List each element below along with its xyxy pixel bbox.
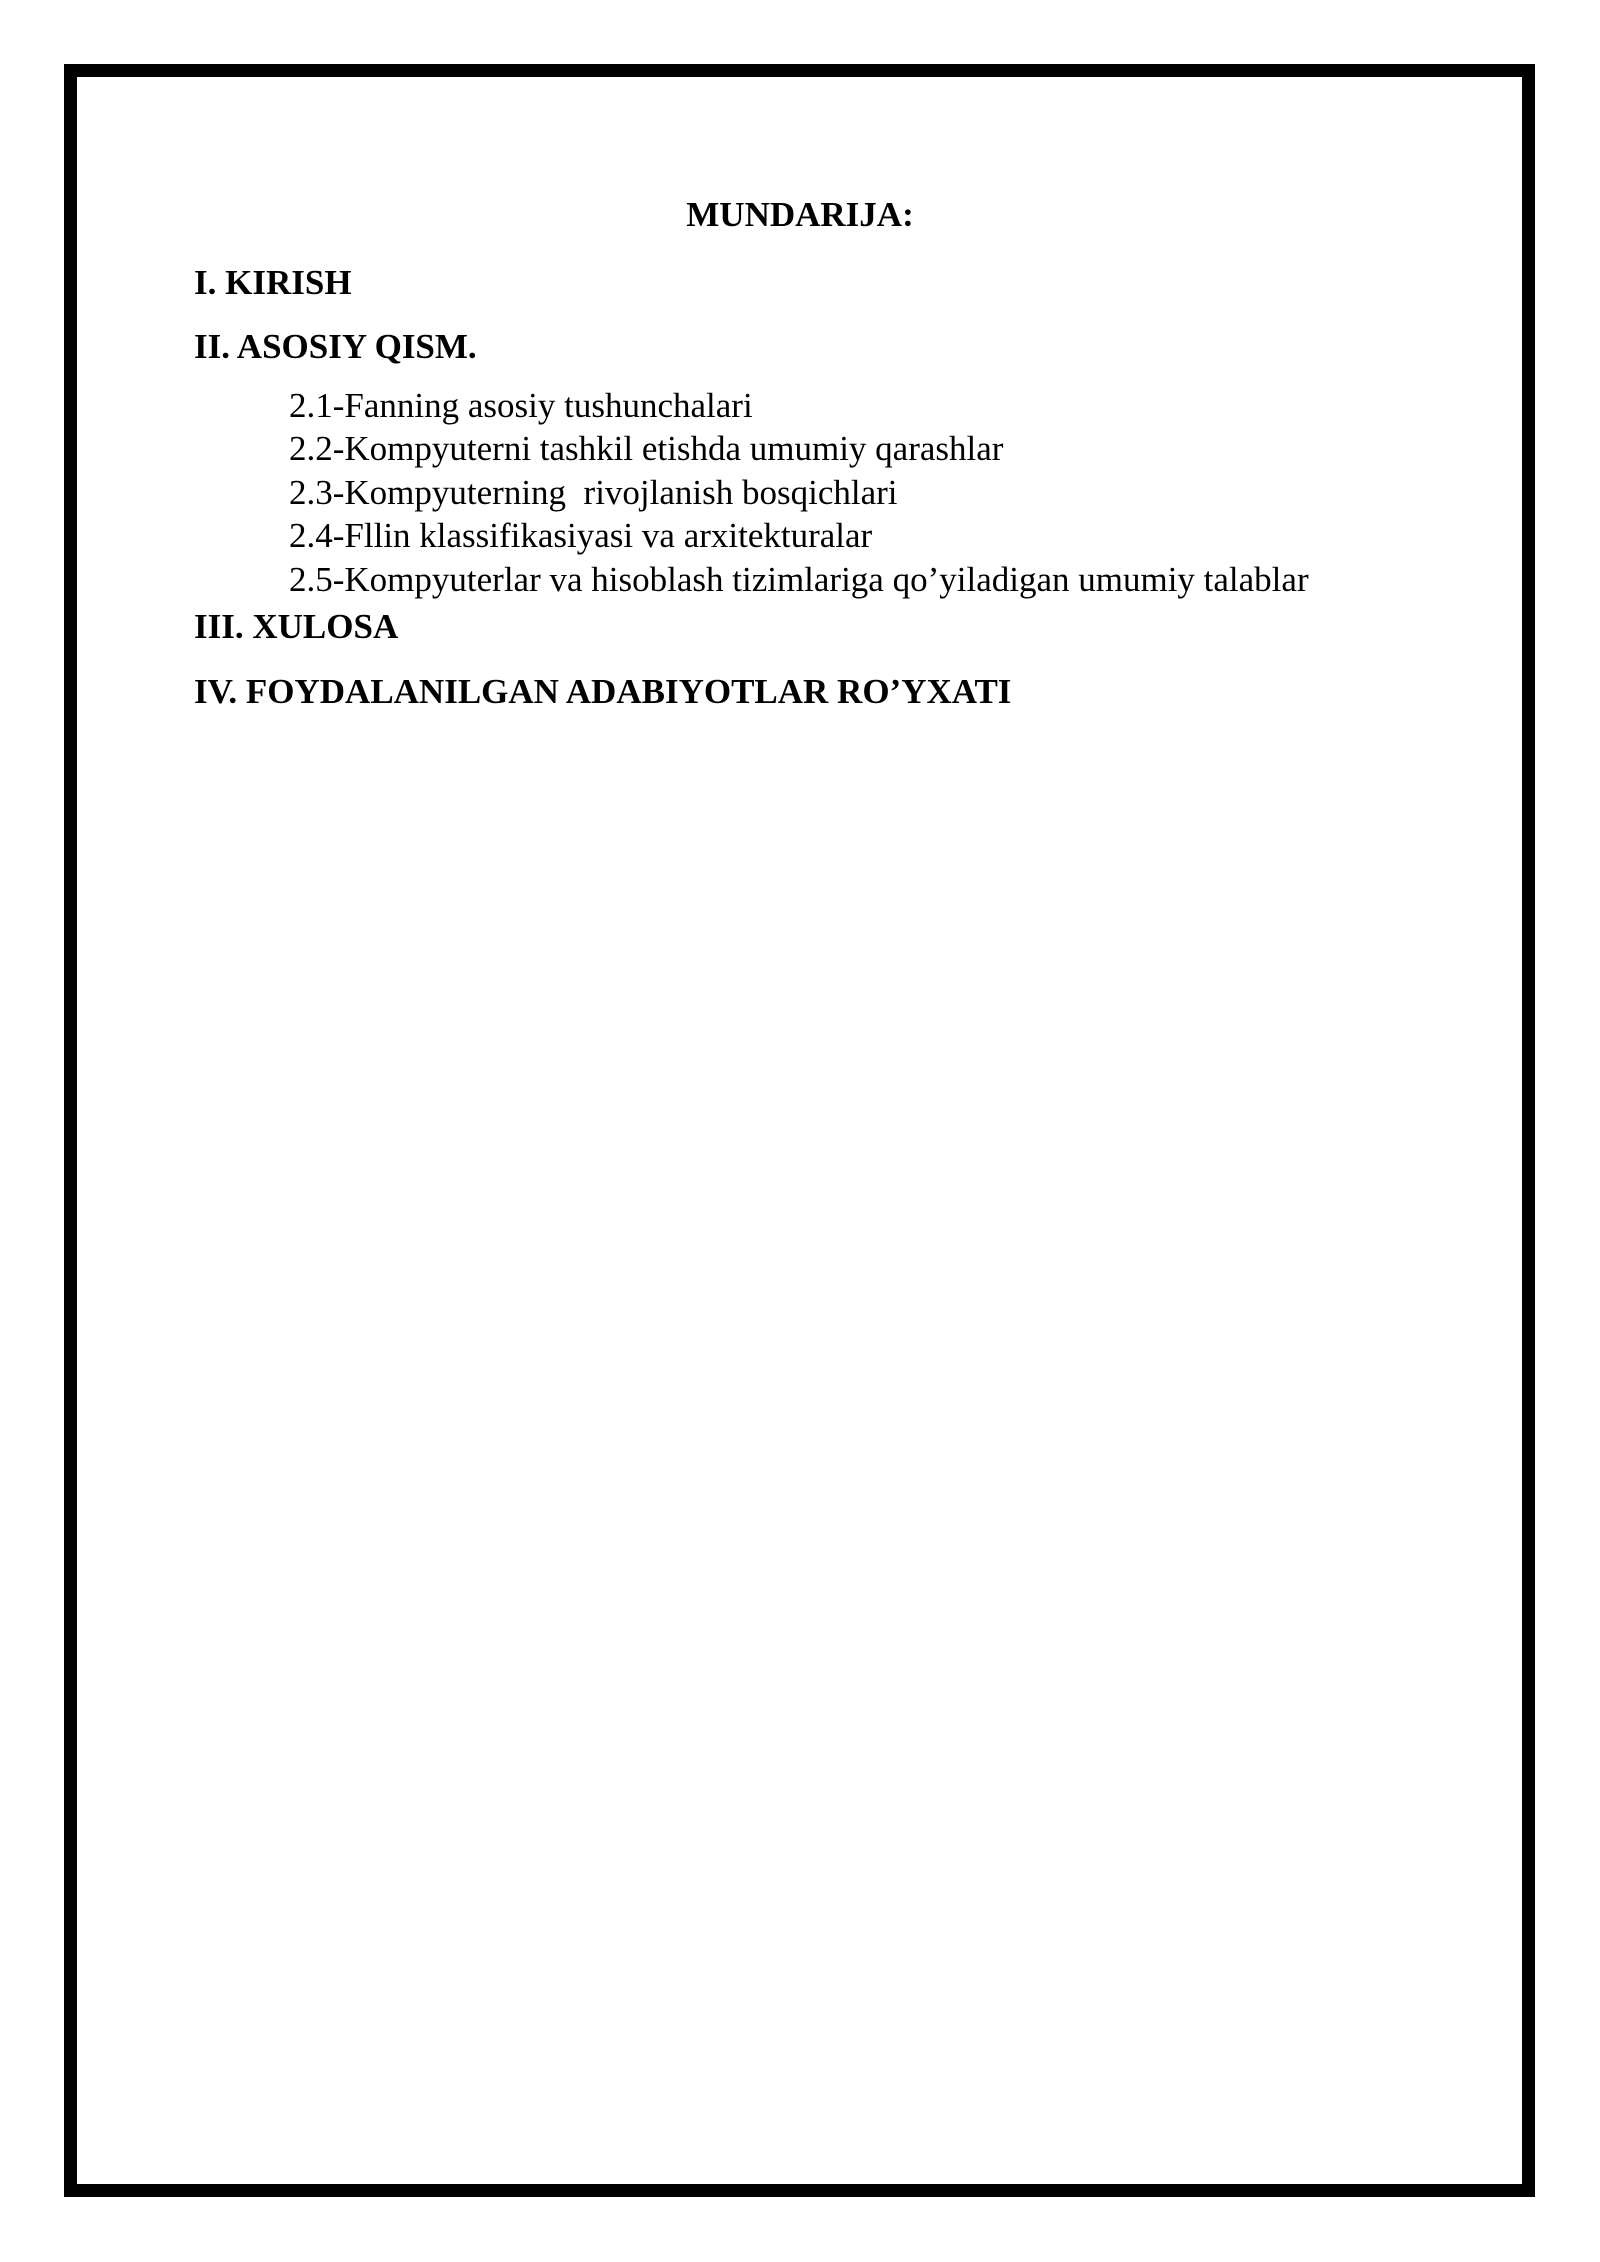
- toc-subsection-item: 2.4-Fllin klassifikasiyasi va arxitekturalar: [289, 516, 873, 556]
- toc-section-intro: I. KIRISH: [194, 263, 352, 302]
- toc-title: MUNDARIJA:: [686, 195, 914, 234]
- toc-section-main: II. ASOSIY QISM.: [194, 327, 477, 366]
- toc-section-conclusion: III. XULOSA: [194, 607, 399, 646]
- toc-section-references: IV. FOYDALANILGAN ADABIYOTLAR RO’YXATI: [194, 672, 1012, 711]
- toc-subsection-item: 2.2-Kompyuterni tashkil etishda umumiy qarashlar: [289, 429, 1004, 469]
- toc-subsection-item: 2.5-Kompyuterlar va hisoblash tizimlariga qo’yiladigan umumiy talablar: [289, 559, 1309, 599]
- toc-subsection-list: [289, 384, 1309, 601]
- toc-subsection-item: 2.3-Kompyuterning rivojlanish bosqichlari: [289, 472, 898, 512]
- toc-subsection-item: 2.1-Fanning asosiy tushunchalari: [289, 386, 753, 425]
